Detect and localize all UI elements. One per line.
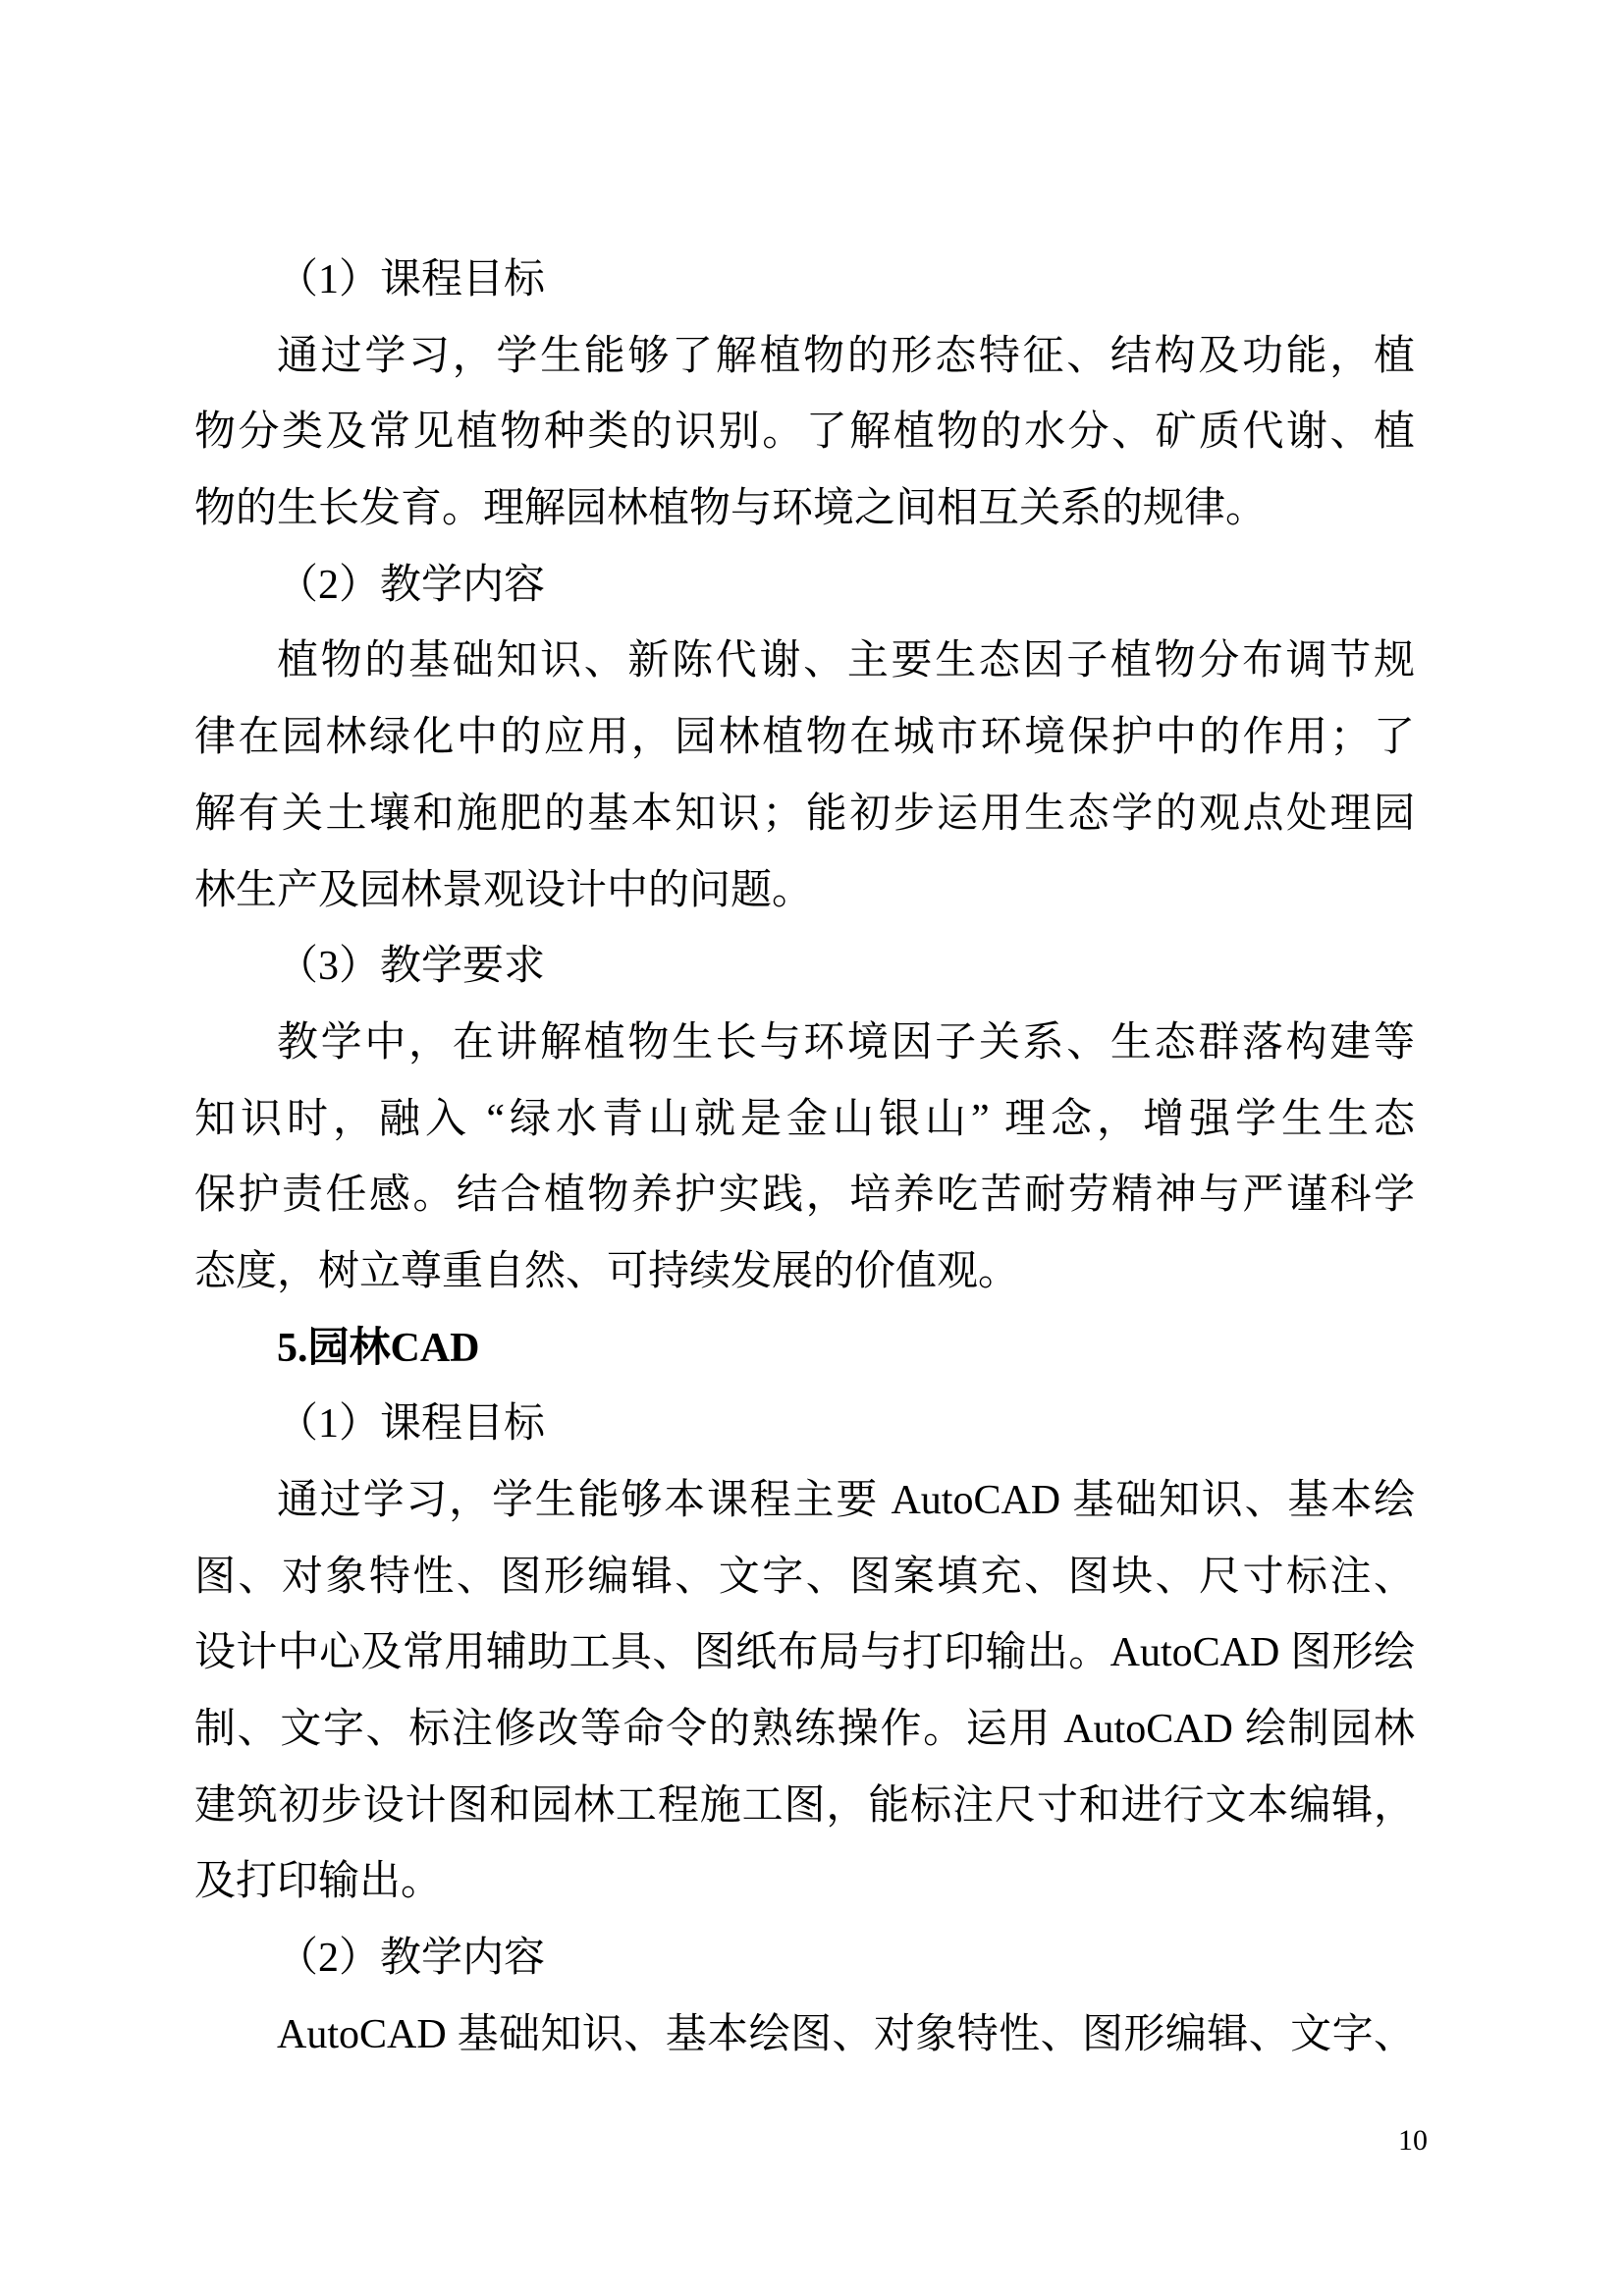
text-line: 制、文字、标注修改等命令的熟练操作。运用 AutoCAD 绘制园林: [194, 1707, 1415, 1753]
text-line: 教学中，在讲解植物生长与环境因子关系、生态群落构建等: [277, 1019, 1415, 1066]
text-line: 设计中心及常用辅助工具、图纸布局与打印输出。AutoCAD 图形绘: [194, 1630, 1415, 1676]
text-line: （1）课程目标: [277, 1401, 546, 1448]
text-line: 知识时，融入 “绿水青山就是金山银山” 理念，增强学生生态: [194, 1096, 1415, 1142]
text-line: AutoCAD 基础知识、基本绘图、对象特性、图形编辑、文字、: [277, 2011, 1415, 2057]
text-line: 5.园林CAD: [277, 1325, 480, 1371]
text-line: 态度，树立尊重自然、可持续发展的价值观。: [194, 1248, 1020, 1294]
text-line: （1）课程目标: [277, 257, 546, 302]
text-line: （2）教学内容: [277, 562, 546, 608]
text-line: （3）教学要求: [277, 944, 546, 990]
text-line: 图、对象特性、图形编辑、文字、图案填充、图块、尺寸标注、: [194, 1554, 1415, 1600]
text-line: 物分类及常见植物种类的识别。了解植物的水分、矿质代谢、植: [194, 410, 1415, 456]
text-line: 保护责任感。结合植物养护实践，培养吃苦耐劳精神与严谨科学: [194, 1173, 1415, 1219]
text-line: 律在园林绿化中的应用，园林植物在城市环境保护中的作用；了: [194, 715, 1415, 761]
text-line: 林生产及园林景观设计中的问题。: [194, 867, 814, 913]
text-line: （2）教学内容: [277, 1936, 546, 1982]
text-line: 植物的基础知识、新陈代谢、主要生态因子植物分布调节规: [277, 638, 1415, 684]
text-line: 物的生长发育。理解园林植物与环境之间相互关系的规律。: [194, 486, 1268, 532]
text-line: 解有关土壤和施肥的基本知识；能初步运用生态学的观点处理园: [194, 791, 1415, 837]
document-text-block: [194, 243, 1415, 2074]
text-line: 及打印输出。: [194, 1859, 443, 1905]
text-line: 通过学习，学生能够本课程主要 AutoCAD 基础知识、基本绘: [277, 1478, 1415, 1523]
text-line: 通过学习，学生能够了解植物的形态特征、结构及功能，植: [277, 333, 1415, 379]
text-line: 建筑初步设计图和园林工程施工图，能标注尺寸和进行文本编辑，: [194, 1782, 1415, 1829]
page-number: 10: [1398, 2124, 1428, 2157]
